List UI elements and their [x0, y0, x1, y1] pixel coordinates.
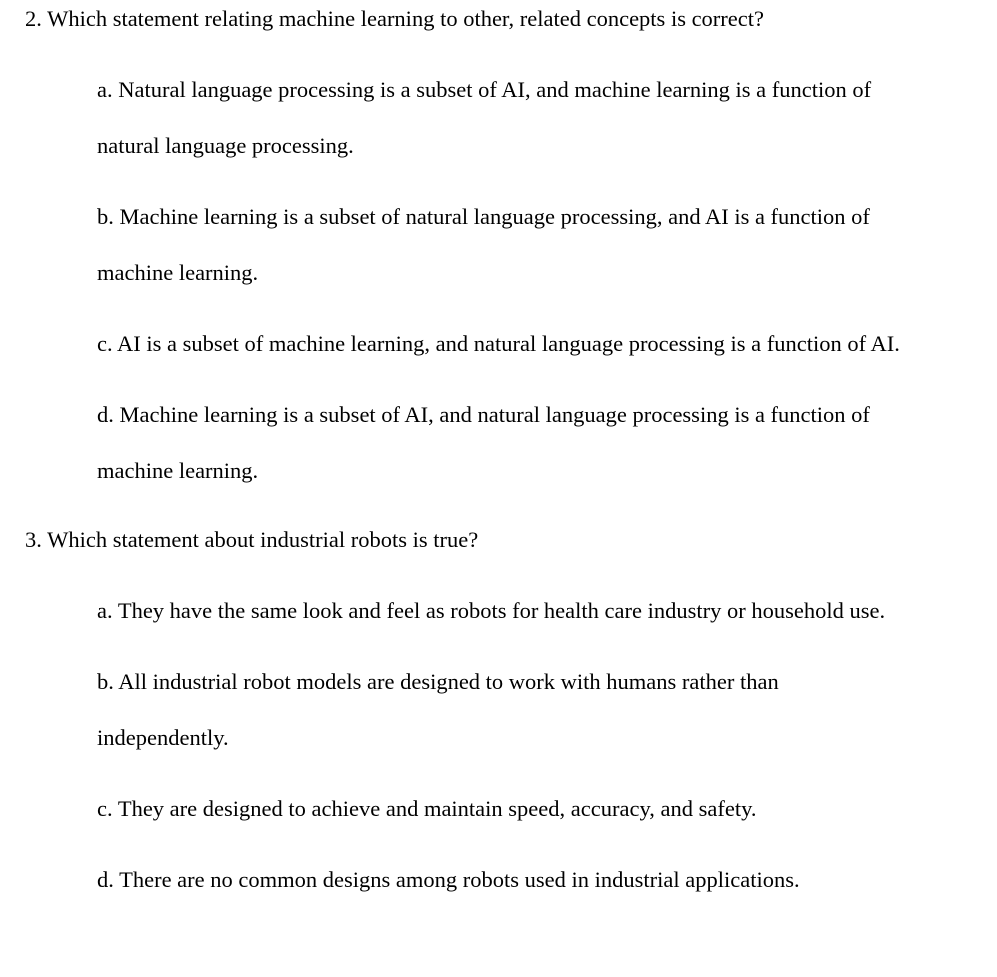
option-line: natural language processing.: [97, 133, 354, 158]
question-3: [0, 512, 997, 908]
answer-options: [0, 62, 997, 499]
option-line: c. They are designed to achieve and maintain speed, accuracy, and safety.: [97, 796, 757, 821]
question-text: 3. Which statement about industrial robots is true?: [25, 527, 479, 552]
option-d: [0, 852, 997, 908]
question-text: 2. Which statement relating machine learning to other, related concepts is correct?: [25, 6, 765, 31]
option-line: a. Natural language processing is a subset of AI, and machine learning is a function of: [97, 77, 872, 102]
option-line: b. All industrial robot models are designed to work with humans rather than: [97, 669, 779, 694]
answer-options: [0, 583, 997, 908]
option-c: [0, 781, 997, 837]
option-c: [0, 316, 997, 372]
option-d: [0, 387, 997, 499]
option-b: [0, 189, 997, 301]
option-line: b. Machine learning is a subset of natural language processing, and AI is a function of: [97, 204, 870, 229]
option-line: d. Machine learning is a subset of AI, and natural language processing is a function of: [97, 402, 870, 427]
option-b: [0, 654, 997, 766]
option-line: machine learning.: [97, 458, 259, 483]
option-line: c. AI is a subset of machine learning, and natural language processing is a function of AI.: [97, 331, 900, 356]
option-line: machine learning.: [97, 260, 259, 285]
option-line: independently.: [97, 725, 229, 750]
option-line: d. There are no common designs among robots used in industrial applications.: [97, 867, 800, 892]
option-a: [0, 583, 997, 639]
option-a: [0, 62, 997, 174]
option-line: a. They have the same look and feel as robots for health care industry or household use.: [97, 598, 886, 623]
